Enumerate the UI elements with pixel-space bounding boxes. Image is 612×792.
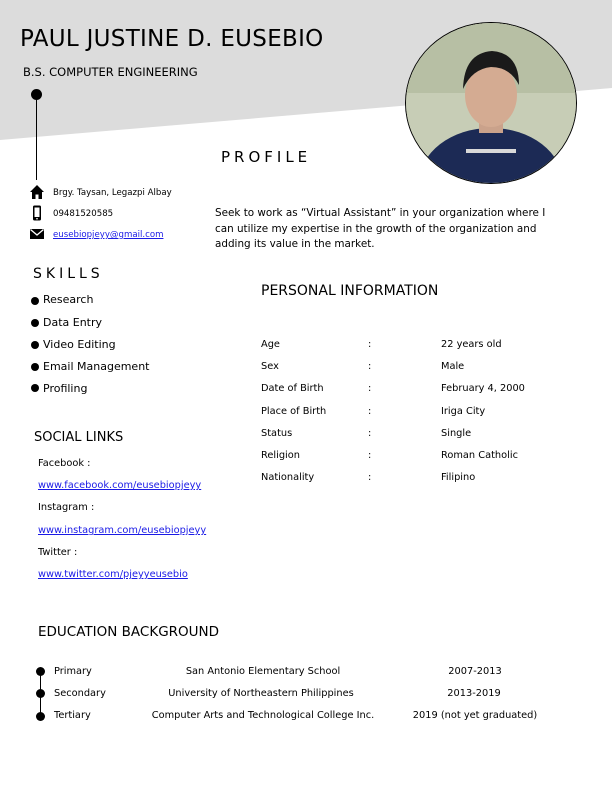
personal-info-label: Age: [261, 339, 280, 350]
personal-info-value: Single: [441, 428, 472, 439]
education-years: 2013-2019: [447, 688, 501, 699]
personal-info-separator: :: [368, 361, 372, 372]
skill-item: Video Editing: [43, 338, 116, 351]
personal-info-label: Status: [261, 428, 293, 439]
personal-info-label: Place of Birth: [261, 406, 327, 417]
profile-text: Seek to work as “Virtual Assistant” in your organization where I can utilize my expertise in the growth of the organization and adding its value in the market.: [215, 207, 546, 250]
profile-photo: [405, 22, 577, 184]
education-school: University of Northeastern Philippines: [168, 688, 354, 699]
education-years: 2019 (not yet graduated): [412, 710, 538, 721]
personal-info-value: February 4, 2000: [441, 383, 525, 394]
contact-address: Brgy. Taysan, Legazpi Albay: [53, 188, 172, 198]
personal-info-separator: :: [368, 383, 372, 394]
instagram-link[interactable]: www.instagram.com/eusebiopjeyy: [38, 525, 207, 536]
skill-item: Data Entry: [43, 316, 103, 329]
personal-info-label: Sex: [261, 361, 279, 372]
education-level: Tertiary: [54, 710, 91, 721]
education-school: San Antonio Elementary School: [185, 666, 341, 677]
contact-phone: 09481520585: [53, 209, 114, 219]
candidate-name: PAUL JUSTINE D. EUSEBIO: [20, 26, 324, 52]
twitter-link[interactable]: www.twitter.com/pjeyyeusebio: [38, 569, 188, 580]
skill-bullet: [31, 363, 39, 371]
personal-info-separator: :: [368, 472, 372, 483]
skill-bullet: [31, 384, 39, 392]
social-links-heading: SOCIAL LINKS: [34, 430, 124, 445]
skill-item: Profiling: [43, 382, 88, 395]
personal-info-value: Roman Catholic: [441, 450, 518, 461]
personal-info-label: Religion: [261, 450, 300, 461]
personal-info-heading: PERSONAL INFORMATION: [261, 283, 439, 299]
skill-bullet: [31, 341, 39, 349]
skill-item: Research: [43, 293, 94, 306]
personal-info-separator: :: [368, 428, 372, 439]
education-level: Secondary: [54, 688, 106, 699]
personal-info-value: Iriga City: [441, 406, 486, 417]
skill-bullet: [31, 297, 39, 305]
education-school: Computer Arts and Technological College Inc.: [151, 710, 375, 721]
education-heading: EDUCATION BACKGROUND: [38, 624, 220, 640]
facebook-label: Facebook :: [38, 458, 91, 469]
mail-icon: [29, 226, 45, 242]
skills-heading: SKILLS: [33, 266, 104, 282]
education-dot: [36, 712, 45, 721]
home-icon: [29, 184, 45, 200]
skill-bullet: [31, 319, 39, 327]
personal-info-value: 22 years old: [441, 339, 502, 350]
personal-info-label: Date of Birth: [261, 383, 324, 394]
timeline-dot: [31, 89, 42, 100]
education-level: Primary: [54, 666, 92, 677]
skill-item: Email Management: [43, 360, 150, 373]
personal-info-label: Nationality: [261, 472, 315, 483]
personal-info-value: Filipino: [441, 472, 476, 483]
candidate-degree: B.S. COMPUTER ENGINEERING: [23, 65, 198, 79]
facebook-link[interactable]: www.facebook.com/eusebiopjeyy: [38, 480, 202, 491]
contact-email-link[interactable]: eusebiopjeyy@gmail.com: [53, 230, 164, 240]
personal-info-value: Male: [441, 361, 465, 372]
instagram-label: Instagram :: [38, 502, 95, 513]
education-dot: [36, 667, 45, 676]
personal-info-separator: :: [368, 339, 372, 350]
twitter-label: Twitter :: [38, 547, 78, 558]
timeline-line: [36, 100, 37, 180]
profile-heading: PROFILE: [221, 148, 312, 166]
personal-info-separator: :: [368, 406, 372, 417]
education-dot: [36, 689, 45, 698]
phone-icon: [29, 205, 45, 221]
personal-info-separator: :: [368, 450, 372, 461]
education-years: 2007-2013: [448, 666, 502, 677]
